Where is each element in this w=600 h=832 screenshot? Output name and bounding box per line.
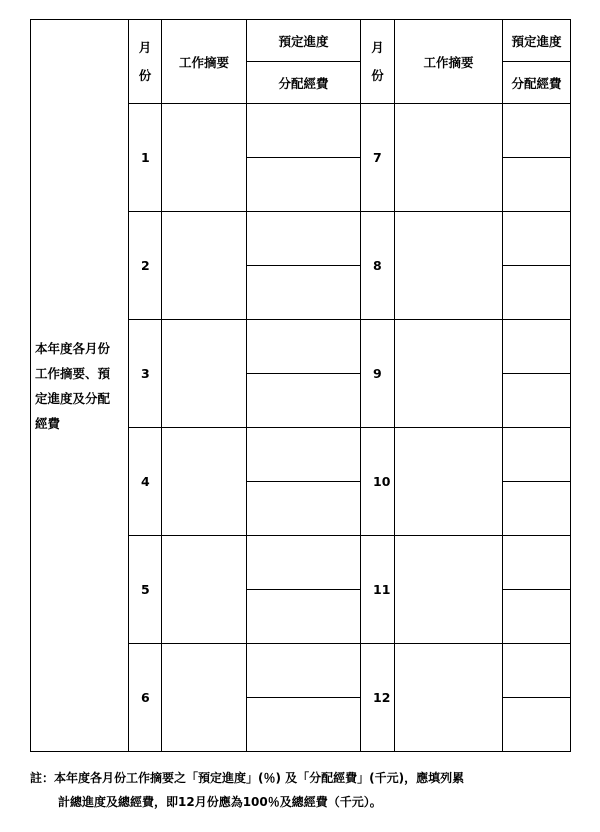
planned-progress-cell-right[interactable] (503, 536, 571, 590)
month-number-left: 4 (129, 428, 162, 536)
header-row (31, 20, 571, 62)
allocated-funds-cell-left[interactable] (247, 266, 361, 320)
month-header-bottom: 份 (371, 67, 384, 83)
month-number-right: 8 (361, 212, 395, 320)
work-summary-cell-right[interactable] (395, 536, 503, 644)
month-header-top: 月 (138, 39, 152, 55)
row-label-line: 定進度及分配 (35, 390, 111, 406)
footnote (30, 766, 590, 814)
planned-progress-cell-left[interactable] (247, 536, 361, 590)
month-number-left: 1 (129, 104, 162, 212)
row-label (31, 20, 129, 752)
planned-progress-cell-left[interactable] (247, 212, 361, 266)
work-summary-cell-left[interactable] (162, 104, 247, 212)
footnote-line-1: 註：本年度各月份工作摘要之「預定進度」(％) 及「分配經費」(千元)，應填列累 (30, 771, 465, 785)
month-header-right (361, 20, 395, 104)
allocated-funds-cell-right[interactable] (503, 590, 571, 644)
work-summary-cell-right[interactable] (395, 320, 503, 428)
planned-progress-cell-right[interactable] (503, 104, 571, 158)
work-summary-cell-left[interactable] (162, 320, 247, 428)
allocated-funds-cell-left[interactable] (247, 374, 361, 428)
row-label-line: 本年度各月份 (35, 340, 111, 356)
work-summary-cell-left[interactable] (162, 644, 247, 752)
month-header-top: 月 (371, 39, 384, 55)
planned-progress-cell-left[interactable] (247, 320, 361, 374)
allocated-funds-cell-left[interactable] (247, 590, 361, 644)
month-number-right: 12 (361, 644, 395, 752)
planned-progress-header-right: 預定進度 (503, 20, 571, 62)
monthly-progress-table (30, 19, 571, 752)
month-number-right: 7 (361, 104, 395, 212)
allocated-funds-cell-left[interactable] (247, 158, 361, 212)
work-summary-cell-right[interactable] (395, 212, 503, 320)
work-summary-cell-right[interactable] (395, 428, 503, 536)
month-header-left (129, 20, 162, 104)
allocated-funds-header-right: 分配經費 (503, 62, 571, 104)
footnote-line-2: 計總進度及總經費，即12月份應為100％及總經費（千元）。 (58, 795, 382, 809)
work-summary-header-right: 工作摘要 (395, 20, 503, 104)
allocated-funds-cell-right[interactable] (503, 482, 571, 536)
allocated-funds-cell-right[interactable] (503, 698, 571, 752)
month-number-right: 10 (361, 428, 395, 536)
work-summary-cell-left[interactable] (162, 536, 247, 644)
planned-progress-cell-left[interactable] (247, 104, 361, 158)
row-label-line: 工作摘要、預 (35, 365, 111, 381)
month-number-left: 5 (129, 536, 162, 644)
row-label-line: 經費 (35, 415, 61, 431)
allocated-funds-cell-left[interactable] (247, 698, 361, 752)
work-summary-header-left: 工作摘要 (162, 20, 247, 104)
month-number-left: 3 (129, 320, 162, 428)
allocated-funds-cell-left[interactable] (247, 482, 361, 536)
planned-progress-cell-right[interactable] (503, 428, 571, 482)
month-number-left: 2 (129, 212, 162, 320)
allocated-funds-cell-right[interactable] (503, 266, 571, 320)
allocated-funds-cell-right[interactable] (503, 374, 571, 428)
work-summary-cell-left[interactable] (162, 212, 247, 320)
planned-progress-cell-left[interactable] (247, 644, 361, 698)
work-summary-cell-left[interactable] (162, 428, 247, 536)
planned-progress-cell-right[interactable] (503, 212, 571, 266)
planned-progress-cell-left[interactable] (247, 428, 361, 482)
planned-progress-cell-right[interactable] (503, 644, 571, 698)
month-number-right: 11 (361, 536, 395, 644)
month-number-right: 9 (361, 320, 395, 428)
month-header-bottom: 份 (138, 67, 152, 83)
month-number-left: 6 (129, 644, 162, 752)
work-summary-cell-right[interactable] (395, 644, 503, 752)
work-summary-cell-right[interactable] (395, 104, 503, 212)
planned-progress-header-left: 預定進度 (247, 20, 361, 62)
allocated-funds-header-left: 分配經費 (247, 62, 361, 104)
planned-progress-cell-right[interactable] (503, 320, 571, 374)
allocated-funds-cell-right[interactable] (503, 158, 571, 212)
